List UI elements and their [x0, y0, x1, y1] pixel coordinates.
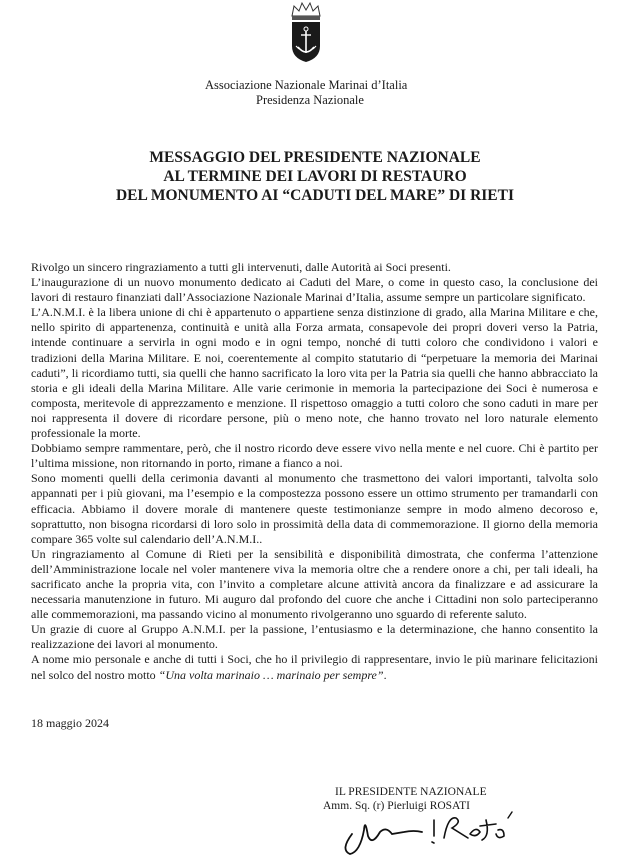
anmi-emblem-icon: [284, 0, 328, 64]
title-line-3: DEL MONUMENTO AI “CADUTI DEL MARE” DI RIETI: [115, 187, 515, 204]
paragraph-closing: [31, 652, 598, 682]
paragraph-rieti: Un ringraziamento al Comune di Rieti per la sensibilità e disponibilità dimostrata, che conferma l’attenzione dell’Amministrazione locale nel voler mantenere viva la memoria oltre che a rendere onore a chi, per tali ideali, ha sacrificato anche la propria vita, con l’invito a completare alcune attività ancora da finalizzare e ad assicurare la necessaria manutenzione in futuro. Mi auguro dal profondo del cuore che anche i Cittadini non solo parteciperanno alle commemorazioni, ma passando vicino al monumento rivolgeranno uno sguardo di referente saluto.: [31, 546, 598, 622]
handwritten-signature: [330, 806, 530, 858]
organization-subtitle: Presidenza Nazionale: [256, 93, 364, 107]
document-title: [60, 148, 570, 205]
closing-end: .: [383, 667, 387, 682]
closing-text: A nome mio personale e anche di tutti i Soci, che ho il privilegio di rappresentare, invio le più marinare felicitazioni nel solco del nostro motto: [31, 652, 598, 682]
paragraph-remember: Dobbiamo sempre rammentare, però, che il nostro ricordo deve essere vivo nella mente e nel cuore. Chi è partito per l’ultima missione, non ritornando in porto, rimane a fianco a noi.: [31, 441, 598, 471]
motto: “Una volta marinaio … marinaio per sempre”: [158, 667, 384, 682]
paragraph-anmi: L’A.N.M.I. è la libera unione di chi è appartenuto o appartiene senza distinzione di grado, alla Marina Militare e che, nello spirito di appartenenza, continuità e unità alla Forza armata, consapevole dei propri doveri verso la Patria, intende continuare a servirla in ogni modo e in ogni tempo, nonché di tutti coloro che condividono i valori e tradizioni della Marina Militare. E noi, coerentemente al compito statutario di “perpetuare la memoria dei Marinai caduti”, li ricordiamo tutti, sia quelli che hanno sacrificato la loro vita per la Patria sia quelli che hanno abbracciato la storia e gli ideali della Marina Militare. Alle varie cerimonie in memoria la partecipazione dei Soci è numerosa e composta, meritevole di apprezzamento e menzione. Il rispettoso omaggio a tutti coloro che sono caduti in mare per noi rappresenta il dovere di ricordare persone, più o meno note, che hanno trovato nel loro naturale elemento professionale la morte.: [31, 305, 598, 441]
paragraph-gruppo: Un grazie di cuore al Gruppo A.N.M.I. per la passione, l’entusiasmo e la determinazione, che hanno consentito la realizzazione dei lavori al monumento.: [31, 622, 598, 652]
organization-name: Associazione Nazionale Marinai d’Italia: [205, 78, 408, 92]
document-date: 18 maggio 2024: [31, 716, 109, 730]
message-body: [31, 260, 598, 683]
title-line-2: AL TERMINE DEI LAVORI DI RESTAURO: [163, 168, 467, 185]
signatory-name: Amm. Sq. (r) Pierluigi ROSATI: [323, 800, 470, 812]
paragraph-inauguration: L’inaugurazione di un nuovo monumento dedicato ai Caduti del Mare, o come in questo caso, la conclusione dei lavori di restauro finanziati dall’Associazione Nazionale Marinai d’Italia, assume sempre un particolare significato.: [31, 275, 598, 305]
paragraph-thanks: Rivolgo un sincero ringraziamento a tutti gli intervenuti, dalle Autorità ai Soci presenti.: [31, 260, 451, 274]
paragraph-ceremony: Sono momenti quelli della cerimonia davanti al monumento che trasmettono dei valori importanti, talvolta solo appannati per i più giovani, ma l’esempio e la compostezza possono essere un ottimo strumento per tramandarli con efficacia. Abbiamo il dovere morale di mantenere queste testimonianze sempre in modo almeno decoroso e, soprattutto, non bisogna ricordarsi di loro solo in prossimità della data di commemorazione. Il giorno della memoria compare 365 volte sul calendario dell’A.N.M.I..: [31, 471, 598, 546]
signatory-role: IL PRESIDENTE NAZIONALE: [335, 786, 487, 798]
title-line-1: MESSAGGIO DEL PRESIDENTE NAZIONALE: [149, 149, 481, 166]
